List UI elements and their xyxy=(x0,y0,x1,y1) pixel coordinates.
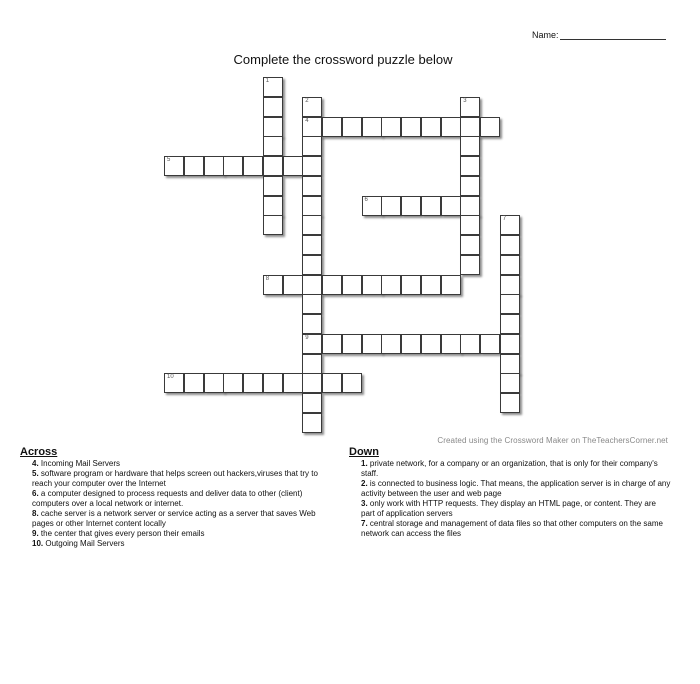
crossword-cell[interactable] xyxy=(302,156,322,176)
crossword-cell[interactable] xyxy=(500,294,520,314)
crossword-cell[interactable] xyxy=(302,354,322,374)
crossword-cell[interactable] xyxy=(263,215,283,235)
crossword-cell[interactable] xyxy=(204,373,224,393)
name-label: Name: xyxy=(532,30,559,40)
clue-number: 10 xyxy=(167,374,174,381)
crossword-cell[interactable] xyxy=(342,373,362,393)
crossword-cell[interactable] xyxy=(362,196,382,216)
crossword-cell[interactable] xyxy=(460,334,480,354)
crossword-cell[interactable] xyxy=(263,275,283,295)
crossword-cell[interactable] xyxy=(500,354,520,374)
crossword-cell[interactable] xyxy=(460,255,480,275)
crossword-cell[interactable] xyxy=(243,373,263,393)
crossword-cell[interactable] xyxy=(362,275,382,295)
crossword-cell[interactable] xyxy=(500,275,520,295)
crossword-cell[interactable] xyxy=(302,314,322,334)
crossword-cell[interactable] xyxy=(223,373,243,393)
clue-item: 5. software program or hardware that helps screen out hackers,viruses that try to reach your computer over the Internet xyxy=(32,469,318,488)
clue-number: 8 xyxy=(265,275,270,282)
crossword-cell[interactable] xyxy=(302,275,322,295)
crossword-cell[interactable] xyxy=(500,215,520,235)
crossword-cell[interactable] xyxy=(460,156,480,176)
clue-item: 6. a computer designed to process requests and deliver data to other (client) computers over a local network or internet. xyxy=(32,489,303,508)
crossword-cell[interactable] xyxy=(302,117,322,137)
crossword-cell[interactable] xyxy=(342,334,362,354)
crossword-cell[interactable] xyxy=(421,196,441,216)
crossword-cell[interactable] xyxy=(263,196,283,216)
crossword-cell[interactable] xyxy=(164,156,184,176)
clue-item: 10. Outgoing Mail Servers xyxy=(32,539,125,548)
crossword-cell[interactable] xyxy=(441,196,461,216)
crossword-cell[interactable] xyxy=(381,275,401,295)
clue-number: 2 xyxy=(305,97,309,104)
crossword-cell[interactable] xyxy=(322,373,342,393)
crossword-cell[interactable] xyxy=(263,136,283,156)
crossword-cell[interactable] xyxy=(302,176,322,196)
crossword-cell[interactable] xyxy=(500,373,520,393)
crossword-cell[interactable] xyxy=(362,334,382,354)
crossword-cell[interactable] xyxy=(401,334,421,354)
crossword-cell[interactable] xyxy=(302,196,322,216)
crossword-cell[interactable] xyxy=(243,156,263,176)
clue-number: 7 xyxy=(502,216,507,223)
crossword-cell[interactable] xyxy=(441,275,461,295)
crossword-cell[interactable] xyxy=(302,413,322,433)
clue-item: 9. the center that gives every person their emails xyxy=(32,529,205,538)
crossword-cell[interactable] xyxy=(460,235,480,255)
crossword-cell[interactable] xyxy=(184,156,204,176)
crossword-cell[interactable] xyxy=(460,97,480,117)
crossword-cell[interactable] xyxy=(184,373,204,393)
crossword-cell[interactable] xyxy=(302,235,322,255)
crossword-cell[interactable] xyxy=(421,334,441,354)
down-clues xyxy=(349,446,671,539)
crossword-cell[interactable] xyxy=(342,275,362,295)
clue-number: 1 xyxy=(265,78,270,84)
credit-text: Created using the Crossword Maker on TheTeachersCorner.net xyxy=(437,436,668,445)
crossword-cell[interactable] xyxy=(342,117,362,137)
across-clues xyxy=(20,446,330,549)
crossword-cell[interactable] xyxy=(401,196,421,216)
crossword-cell[interactable] xyxy=(263,77,283,97)
crossword-cell[interactable] xyxy=(283,156,303,176)
crossword-cell[interactable] xyxy=(283,373,303,393)
crossword-cell[interactable] xyxy=(302,334,322,354)
crossword-cell[interactable] xyxy=(164,373,184,393)
clue-item: 4. Incoming Mail Servers xyxy=(32,459,121,468)
crossword-cell[interactable] xyxy=(263,117,283,137)
crossword-cell[interactable] xyxy=(263,176,283,196)
crossword-cell[interactable] xyxy=(283,275,303,295)
crossword-cell[interactable] xyxy=(263,97,283,117)
clue-item: 3. only work with HTTP requests. They display an HTML page, or content. They are part of application servers xyxy=(361,499,656,518)
crossword-cell[interactable] xyxy=(460,196,480,216)
crossword-cell[interactable] xyxy=(302,97,322,117)
clue-number: 9 xyxy=(305,334,309,341)
crossword-cell[interactable] xyxy=(480,117,500,137)
crossword-cell[interactable] xyxy=(401,275,421,295)
crossword-cell[interactable] xyxy=(381,196,401,216)
crossword-cell[interactable] xyxy=(441,117,461,137)
clue-number: 4 xyxy=(305,117,309,124)
crossword-cell[interactable] xyxy=(302,373,322,393)
page-title: Complete the crossword puzzle below xyxy=(233,52,453,67)
crossword-cell[interactable] xyxy=(460,136,480,156)
across-heading: Across xyxy=(20,446,58,458)
crossword-cell[interactable] xyxy=(263,156,283,176)
crossword-cell[interactable] xyxy=(322,275,342,295)
crossword-cell[interactable] xyxy=(204,156,224,176)
clue-item: 2. is connected to business logic. That means, the application server is in charge of any activity between the user and web page xyxy=(361,479,671,498)
clue-item: 1. private network, for a company or an organization, that is only for their company's staff. xyxy=(361,459,658,478)
crossword-cell[interactable] xyxy=(460,215,480,235)
crossword-cell[interactable] xyxy=(302,294,322,314)
crossword-cell[interactable] xyxy=(381,334,401,354)
crossword-cell[interactable] xyxy=(500,393,520,413)
crossword-cell[interactable] xyxy=(421,117,441,137)
crossword-cell[interactable] xyxy=(401,117,421,137)
crossword-cell[interactable] xyxy=(421,275,441,295)
crossword-cell[interactable] xyxy=(302,255,322,275)
crossword-cell[interactable] xyxy=(322,334,342,354)
crossword-cell[interactable] xyxy=(302,215,322,235)
crossword-cell[interactable] xyxy=(302,136,322,156)
crossword-cell[interactable] xyxy=(322,117,342,137)
crossword-cell[interactable] xyxy=(263,373,283,393)
down-heading: Down xyxy=(349,446,379,458)
clue-item: 8. cache server is a network server or service acting as a server that saves Web pages or other Internet content locally xyxy=(32,509,316,528)
clue-number: 5 xyxy=(167,157,171,163)
clue-number: 3 xyxy=(463,97,467,104)
crossword-cell[interactable] xyxy=(500,314,520,334)
crossword-cell[interactable] xyxy=(362,117,382,137)
crossword-cell[interactable] xyxy=(480,334,500,354)
crossword-cell[interactable] xyxy=(500,334,520,354)
crossword-cell[interactable] xyxy=(460,176,480,196)
crossword-cell[interactable] xyxy=(381,117,401,137)
crossword-cell[interactable] xyxy=(302,393,322,413)
crossword-cell[interactable] xyxy=(500,255,520,275)
crossword-cell[interactable] xyxy=(441,334,461,354)
crossword-cell[interactable] xyxy=(460,117,480,137)
crossword-cell[interactable] xyxy=(223,156,243,176)
clue-number: 6 xyxy=(364,196,368,203)
crossword-cell[interactable] xyxy=(500,235,520,255)
clue-item: 7. central storage and management of data files so that other computers on the same network can access the files xyxy=(361,519,663,538)
